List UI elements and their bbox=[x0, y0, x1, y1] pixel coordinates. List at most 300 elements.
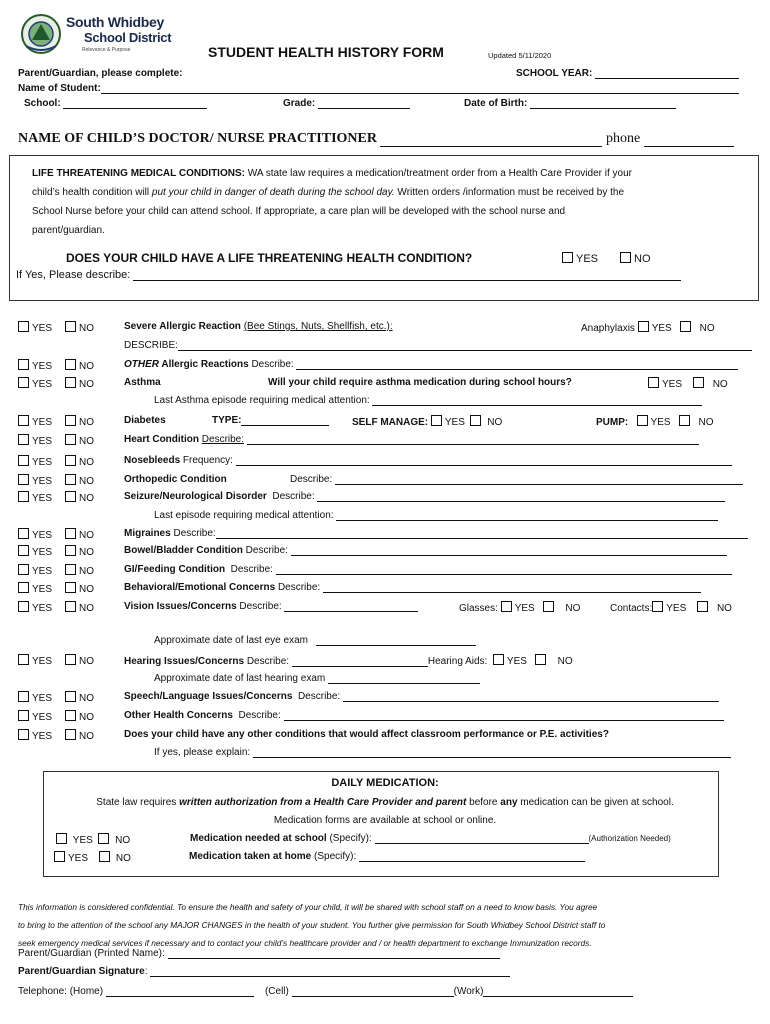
row-diabetes bbox=[0, 415, 770, 431]
no-option[interactable] bbox=[65, 377, 94, 390]
med-school bbox=[190, 833, 671, 844]
yes-checkbox[interactable] bbox=[18, 474, 29, 485]
nosebleeds-label bbox=[124, 455, 732, 466]
no-label: NO bbox=[79, 417, 94, 428]
glasses-yes: YES bbox=[514, 603, 535, 614]
seizure-title: Seizure/Neurological Disorder bbox=[124, 491, 267, 502]
self-manage-no: NO bbox=[487, 417, 503, 428]
med-home-yes: YES bbox=[68, 853, 89, 864]
self-manage-no-checkbox[interactable] bbox=[470, 415, 481, 426]
no-checkbox[interactable] bbox=[65, 377, 76, 388]
pump bbox=[596, 415, 714, 428]
asthma-label: Asthma bbox=[124, 377, 161, 388]
no-label: NO bbox=[79, 547, 94, 558]
med-home-no-checkbox[interactable] bbox=[99, 851, 110, 862]
no-checkbox[interactable] bbox=[65, 474, 76, 485]
row-if-yes bbox=[0, 747, 770, 763]
migraines-field[interactable] bbox=[216, 528, 748, 539]
asthma-question: Will your child require asthma medication during school hours? bbox=[268, 377, 572, 388]
contacts bbox=[610, 601, 732, 614]
other-allergy-field[interactable] bbox=[296, 359, 738, 370]
med-home-field[interactable] bbox=[359, 851, 585, 862]
no-option[interactable] bbox=[65, 321, 94, 334]
describe-text: Describe: bbox=[297, 691, 341, 702]
yes-label: YES bbox=[32, 436, 53, 447]
bowel-field[interactable] bbox=[291, 545, 727, 556]
row-seizure bbox=[0, 491, 770, 507]
no-checkbox[interactable] bbox=[65, 455, 76, 466]
daily-l1c: before bbox=[466, 797, 501, 808]
yes-label: YES bbox=[32, 731, 53, 742]
type-field[interactable] bbox=[241, 415, 329, 426]
nosebleeds-title: Nosebleeds bbox=[124, 455, 181, 466]
yes-checkbox[interactable] bbox=[18, 359, 29, 370]
eye-exam-field[interactable] bbox=[316, 635, 476, 646]
life-yes[interactable] bbox=[562, 252, 598, 265]
seizure-field[interactable] bbox=[317, 491, 725, 502]
yes-label: YES bbox=[32, 693, 53, 704]
no-checkbox[interactable] bbox=[65, 491, 76, 502]
life-p3: School Nurse before your child can attend school. If appropriate, a care plan will be developed with the school nurse and bbox=[32, 206, 566, 217]
yes-label: YES bbox=[32, 530, 53, 541]
row-eye-exam bbox=[0, 635, 770, 651]
life-heading: LIFE THREATENING MEDICAL CONDITIONS: bbox=[32, 168, 245, 179]
asthma-last-label: Last Asthma episode requiring medical attention: bbox=[154, 395, 370, 406]
yes-checkbox[interactable] bbox=[18, 654, 29, 665]
hearing-aids-no-checkbox[interactable] bbox=[535, 654, 546, 665]
yes-label: YES bbox=[32, 476, 53, 487]
anaphylaxis-label: Anaphylaxis bbox=[581, 323, 635, 334]
life-no[interactable] bbox=[620, 252, 651, 265]
row-other-allergy bbox=[0, 359, 770, 375]
no-option[interactable] bbox=[65, 729, 94, 742]
hearing-aids-yes-checkbox[interactable] bbox=[493, 654, 504, 665]
parent-complete-label: Parent/Guardian, please complete: bbox=[18, 68, 183, 79]
no-option[interactable] bbox=[65, 691, 94, 704]
yes-checkbox[interactable] bbox=[18, 691, 29, 702]
no-option[interactable] bbox=[65, 582, 94, 595]
describe-text: Describe: bbox=[272, 491, 315, 502]
life-p2c: Written orders /information must be received by the bbox=[394, 187, 625, 198]
hearing-exam bbox=[154, 673, 480, 684]
district-seal-icon bbox=[18, 12, 66, 56]
hearing-exam-field[interactable] bbox=[328, 673, 480, 684]
signature-label: Parent/Guardian Signature bbox=[18, 966, 145, 977]
student-name-label bbox=[18, 83, 739, 94]
no-label: NO bbox=[79, 476, 94, 487]
row-nosebleeds bbox=[0, 455, 770, 471]
logo-tag: Relevance & Purpose bbox=[82, 47, 131, 53]
yes-option[interactable] bbox=[18, 377, 52, 390]
yes-option[interactable] bbox=[18, 710, 52, 723]
contacts-label: Contacts: bbox=[610, 603, 653, 614]
grade-label bbox=[283, 98, 410, 109]
life-no-checkbox[interactable] bbox=[620, 252, 631, 263]
glasses bbox=[459, 601, 580, 614]
no-checkbox[interactable] bbox=[65, 710, 76, 721]
glasses-label: Glasses: bbox=[459, 603, 498, 614]
self-manage-label: SELF MANAGE: bbox=[352, 417, 429, 428]
row-seizure-last bbox=[0, 510, 770, 526]
yes-checkbox[interactable] bbox=[18, 455, 29, 466]
contacts-no: NO bbox=[716, 603, 732, 614]
row-ortho bbox=[0, 474, 770, 490]
hearing-aids-label: Hearing Aids: bbox=[427, 656, 488, 667]
no-checkbox[interactable] bbox=[65, 359, 76, 370]
school-field[interactable] bbox=[63, 98, 207, 109]
ortho-describe bbox=[290, 474, 743, 485]
pump-yes: YES bbox=[650, 417, 671, 428]
doctor-label: NAME OF CHILD’S DOCTOR/ NURSE PRACTITIONER bbox=[18, 131, 377, 146]
pump-label: PUMP: bbox=[596, 417, 629, 428]
logo-line1: South Whidbey bbox=[66, 14, 164, 30]
eye-exam-label: Approximate date of last eye exam bbox=[154, 635, 308, 646]
confidential-note bbox=[18, 898, 605, 952]
if-yes-field[interactable] bbox=[253, 747, 731, 758]
doctor-field[interactable] bbox=[380, 132, 602, 147]
asthma-no-checkbox[interactable] bbox=[693, 377, 704, 388]
other-allergy-label bbox=[124, 359, 738, 370]
school-year-field[interactable] bbox=[595, 68, 739, 79]
eye-exam bbox=[154, 635, 476, 646]
no-label: NO bbox=[79, 457, 94, 468]
seizure-label bbox=[124, 491, 725, 502]
row-other-health bbox=[0, 710, 770, 726]
yes-checkbox[interactable] bbox=[18, 564, 29, 575]
yes-label: YES bbox=[32, 457, 53, 468]
logo-line2: School District bbox=[84, 30, 172, 45]
printed-name-field[interactable] bbox=[168, 948, 500, 959]
anaphylaxis-no-label: NO bbox=[699, 323, 715, 334]
pump-no-checkbox[interactable] bbox=[679, 415, 690, 426]
pump-no: NO bbox=[698, 417, 714, 428]
confidential-line2: to bring to the attention of the school any MAJOR CHANGES in the health of your student. You further give permission for South Whidbey School District staff to bbox=[18, 920, 606, 930]
no-label: NO bbox=[79, 361, 94, 372]
type-label: TYPE: bbox=[212, 415, 242, 426]
classroom-question: Does your child have any other conditions that would affect classroom performance or P.E. activities? bbox=[124, 729, 609, 740]
daily-l1e: medication can be given at school. bbox=[517, 797, 674, 808]
anaphylaxis-no-checkbox[interactable] bbox=[680, 321, 691, 332]
life-p4: parent/guardian. bbox=[32, 225, 105, 236]
home-phone-field[interactable] bbox=[106, 986, 254, 997]
contacts-yes: YES bbox=[666, 603, 687, 614]
no-label: NO bbox=[79, 693, 94, 704]
self-manage-yes-checkbox[interactable] bbox=[431, 415, 442, 426]
hearing-label bbox=[124, 654, 573, 667]
seizure-last-field[interactable] bbox=[336, 510, 718, 521]
diabetes-type bbox=[212, 415, 329, 426]
yes-checkbox[interactable] bbox=[18, 491, 29, 502]
no-checkbox[interactable] bbox=[65, 582, 76, 593]
no-option[interactable] bbox=[65, 564, 94, 577]
yes-checkbox[interactable] bbox=[18, 729, 29, 740]
heart-title: Heart Condition bbox=[124, 434, 199, 445]
yes-checkbox[interactable] bbox=[18, 545, 29, 556]
yes-option[interactable] bbox=[18, 491, 52, 504]
no-label: NO bbox=[79, 436, 94, 447]
no-label: NO bbox=[79, 530, 94, 541]
no-checkbox[interactable] bbox=[65, 434, 76, 445]
behavioral-field[interactable] bbox=[323, 582, 701, 593]
dob-field[interactable] bbox=[530, 98, 676, 109]
daily-heading: DAILY MEDICATION: bbox=[331, 777, 439, 789]
work-phone-field[interactable] bbox=[483, 986, 633, 997]
med-school-no: NO bbox=[115, 835, 131, 846]
no-checkbox[interactable] bbox=[65, 564, 76, 575]
describe-text: Describe: bbox=[173, 528, 216, 539]
no-option[interactable] bbox=[65, 415, 94, 428]
no-option[interactable] bbox=[65, 545, 94, 558]
describe-text: Describe: bbox=[238, 710, 281, 721]
yes-checkbox[interactable] bbox=[18, 321, 29, 332]
gi-field[interactable] bbox=[276, 564, 732, 575]
yes-option[interactable] bbox=[18, 434, 52, 447]
daily-l1b: written authorization from a Health Care Provider and parent bbox=[179, 797, 467, 808]
phone-label: phone bbox=[605, 131, 641, 146]
row-allergy bbox=[0, 321, 770, 337]
row-asthma bbox=[0, 377, 770, 393]
describe-text: Describe: bbox=[230, 564, 273, 575]
life-p1: WA state law requires a medication/treatment order from a Health Care Provider if your bbox=[244, 168, 632, 179]
school-label bbox=[24, 98, 207, 109]
seizure-last-label: Last episode requiring medical attention: bbox=[154, 510, 334, 521]
yes-label: YES bbox=[32, 656, 53, 667]
other-allergy-title: Allergic Reactions bbox=[159, 359, 249, 370]
grade-field[interactable] bbox=[318, 98, 410, 109]
no-label: NO bbox=[79, 379, 94, 390]
dob-text: Date of Birth: bbox=[464, 98, 528, 109]
yes-option[interactable] bbox=[18, 545, 52, 558]
contacts-yes-checkbox[interactable] bbox=[652, 601, 663, 612]
yes-label: YES bbox=[32, 603, 53, 614]
heart-field[interactable] bbox=[247, 434, 699, 445]
life-describe-label: If Yes, Please describe: bbox=[16, 269, 131, 281]
hearing-aids-no: NO bbox=[557, 656, 573, 667]
daily-line2: Medication forms are available at school or online. bbox=[273, 815, 497, 826]
glasses-no: NO bbox=[565, 603, 581, 614]
row-bowel bbox=[0, 545, 770, 561]
yes-option[interactable] bbox=[18, 729, 52, 742]
med-school-no-checkbox[interactable] bbox=[98, 833, 109, 844]
signature bbox=[18, 966, 510, 977]
updated-date: Updated 5/11/2020 bbox=[488, 51, 552, 60]
no-option[interactable] bbox=[65, 710, 94, 723]
ortho-label: Orthopedic Condition bbox=[124, 474, 227, 485]
student-name-text: Name of Student: bbox=[18, 83, 101, 94]
yes-checkbox[interactable] bbox=[18, 528, 29, 539]
student-name-field[interactable] bbox=[101, 83, 739, 94]
daily-home-row bbox=[54, 851, 131, 864]
gi-title: GI/Feeding Condition bbox=[124, 564, 226, 575]
grade-text: Grade: bbox=[283, 98, 316, 109]
asthma-yes-checkbox[interactable] bbox=[648, 377, 659, 388]
describe-text: Describe: bbox=[201, 434, 245, 445]
school-year-text: SCHOOL YEAR: bbox=[516, 68, 593, 79]
migraines-title: Migraines bbox=[124, 528, 171, 539]
med-school-label: Medication needed at school bbox=[190, 833, 327, 844]
yes-checkbox[interactable] bbox=[18, 377, 29, 388]
heart-label bbox=[124, 434, 699, 445]
yes-option[interactable] bbox=[18, 455, 52, 468]
row-migraines bbox=[0, 528, 770, 544]
cell-phone-field[interactable] bbox=[292, 986, 454, 997]
asthma-yes-label: YES bbox=[662, 379, 683, 390]
no-option[interactable] bbox=[65, 601, 94, 614]
row-allergy-describe bbox=[0, 340, 770, 356]
life-question: DOES YOUR CHILD HAVE A LIFE THREATENING HEALTH CONDITION? bbox=[66, 251, 473, 265]
row-vision bbox=[0, 601, 770, 617]
no-checkbox[interactable] bbox=[65, 321, 76, 332]
behavioral-title: Behavioral/Emotional Concerns bbox=[124, 582, 276, 593]
life-p2b: put your child in danger of death during the school day. bbox=[151, 187, 395, 198]
confidential-line3: seek emergency medical services if necessary and to contact your child’s healthcare provider and / or health department to exchange Immunization records. bbox=[18, 938, 592, 948]
yes-option[interactable] bbox=[18, 564, 52, 577]
confidential-line1: This information is considered confidential. To ensure the health and safety of your child, it will be shared with school staff on a need to know basis. You agree bbox=[18, 902, 598, 912]
yes-option[interactable] bbox=[18, 582, 52, 595]
row-hearing-exam bbox=[0, 673, 770, 689]
med-home-specify: (Specify): bbox=[311, 851, 357, 862]
other-health-title: Other Health Concerns bbox=[124, 710, 233, 721]
school-text: School: bbox=[24, 98, 61, 109]
signature-field[interactable] bbox=[150, 966, 510, 977]
no-checkbox[interactable] bbox=[65, 415, 76, 426]
life-describe bbox=[16, 269, 681, 281]
yes-checkbox[interactable] bbox=[18, 434, 29, 445]
daily-l1a: State law requires bbox=[96, 797, 180, 808]
cell-phone-label: (Cell) bbox=[264, 986, 289, 997]
contacts-no-checkbox[interactable] bbox=[697, 601, 708, 612]
life-yes-checkbox[interactable] bbox=[562, 252, 573, 263]
life-yes-label: YES bbox=[576, 253, 599, 265]
other-health-label bbox=[124, 710, 724, 721]
no-option[interactable] bbox=[65, 474, 94, 487]
row-gi bbox=[0, 564, 770, 580]
yes-checkbox[interactable] bbox=[18, 601, 29, 612]
no-option[interactable] bbox=[65, 434, 94, 447]
yes-checkbox[interactable] bbox=[18, 415, 29, 426]
describe-text: Describe: bbox=[245, 545, 288, 556]
med-school-specify: (Specify): bbox=[326, 833, 372, 844]
row-asthma-last bbox=[0, 395, 770, 411]
pump-yes-checkbox[interactable] bbox=[637, 415, 648, 426]
row-heart bbox=[0, 434, 770, 450]
yes-label: YES bbox=[32, 566, 53, 577]
yes-option[interactable] bbox=[18, 601, 52, 614]
yes-option[interactable] bbox=[18, 528, 52, 541]
yes-option[interactable] bbox=[18, 415, 52, 428]
describe-text: Describe: bbox=[277, 582, 321, 593]
work-phone-label: (Work) bbox=[453, 986, 484, 997]
no-checkbox[interactable] bbox=[65, 528, 76, 539]
life-no-label: NO bbox=[634, 253, 651, 265]
no-option[interactable] bbox=[65, 528, 94, 541]
row-hearing bbox=[0, 654, 770, 670]
glasses-yes-checkbox[interactable] bbox=[501, 601, 512, 612]
speech-field[interactable] bbox=[343, 691, 719, 702]
allergy-describe-field[interactable] bbox=[178, 340, 752, 351]
bowel-label bbox=[124, 545, 727, 556]
describe-caps: DESCRIBE: bbox=[124, 340, 178, 351]
migraines-label bbox=[124, 528, 748, 539]
glasses-no-checkbox[interactable] bbox=[543, 601, 554, 612]
yes-checkbox[interactable] bbox=[18, 710, 29, 721]
no-checkbox[interactable] bbox=[65, 545, 76, 556]
phone-field[interactable] bbox=[644, 132, 734, 147]
no-checkbox[interactable] bbox=[65, 601, 76, 612]
no-label: NO bbox=[79, 323, 94, 334]
speech-title: Speech/Language Issues/Concerns bbox=[124, 691, 293, 702]
yes-label: YES bbox=[32, 379, 53, 390]
behavioral-label bbox=[124, 582, 701, 593]
no-option[interactable] bbox=[65, 359, 94, 372]
no-option[interactable] bbox=[65, 654, 94, 667]
med-home bbox=[189, 851, 585, 862]
yes-option[interactable] bbox=[18, 474, 52, 487]
row-classroom bbox=[0, 729, 770, 745]
med-home-no: NO bbox=[115, 853, 131, 864]
asthma-last bbox=[154, 395, 702, 406]
yes-option[interactable] bbox=[18, 691, 52, 704]
allergy-describe bbox=[124, 340, 752, 351]
allergy-title: Severe Allergic Reaction bbox=[124, 321, 241, 332]
med-school-field[interactable] bbox=[375, 833, 589, 844]
anaphylaxis-yes-checkbox[interactable] bbox=[638, 321, 649, 332]
yes-label: YES bbox=[32, 493, 53, 504]
printed-name-label: Parent/Guardian (Printed Name): bbox=[18, 948, 165, 959]
no-checkbox[interactable] bbox=[65, 729, 76, 740]
hearing-field[interactable] bbox=[292, 656, 428, 667]
hearing-exam-label: Approximate date of last hearing exam bbox=[154, 673, 326, 684]
anaphylaxis bbox=[581, 321, 715, 334]
ortho-field[interactable] bbox=[335, 474, 743, 485]
other-word: OTHER bbox=[124, 359, 159, 370]
no-checkbox[interactable] bbox=[65, 691, 76, 702]
logo bbox=[18, 12, 172, 56]
no-label: NO bbox=[79, 603, 94, 614]
yes-label: YES bbox=[32, 547, 53, 558]
no-option[interactable] bbox=[65, 455, 94, 468]
bowel-title: Bowel/Bladder Condition bbox=[124, 545, 243, 556]
med-home-yes-checkbox[interactable] bbox=[54, 851, 65, 862]
yes-option[interactable] bbox=[18, 654, 52, 667]
yes-option[interactable] bbox=[18, 321, 52, 334]
yes-option[interactable] bbox=[18, 359, 52, 372]
asthma-no-label: NO bbox=[712, 379, 728, 390]
describe-text: Describe: bbox=[246, 656, 290, 667]
school-year-label bbox=[516, 68, 739, 79]
other-health-field[interactable] bbox=[284, 710, 724, 721]
hearing-aids-yes: YES bbox=[506, 656, 527, 667]
if-yes bbox=[154, 747, 731, 758]
seizure-last bbox=[154, 510, 718, 521]
frequency-text: Frequency: bbox=[182, 455, 233, 466]
yes-label: YES bbox=[32, 361, 53, 372]
form-title: STUDENT HEALTH HISTORY FORM bbox=[208, 44, 444, 60]
yes-checkbox[interactable] bbox=[18, 582, 29, 593]
no-checkbox[interactable] bbox=[65, 654, 76, 665]
no-option[interactable] bbox=[65, 491, 94, 504]
printed-name bbox=[18, 948, 500, 959]
daily-school-row bbox=[56, 833, 130, 846]
vision-field[interactable] bbox=[284, 601, 418, 612]
asthma-last-field[interactable] bbox=[372, 395, 702, 406]
auth-note: (Authorization Needed) bbox=[588, 834, 671, 843]
daily-l1d: any bbox=[500, 797, 518, 808]
nosebleeds-field[interactable] bbox=[236, 455, 732, 466]
gi-label bbox=[124, 564, 732, 575]
med-school-yes-checkbox[interactable] bbox=[56, 833, 67, 844]
life-describe-field[interactable] bbox=[133, 270, 681, 281]
